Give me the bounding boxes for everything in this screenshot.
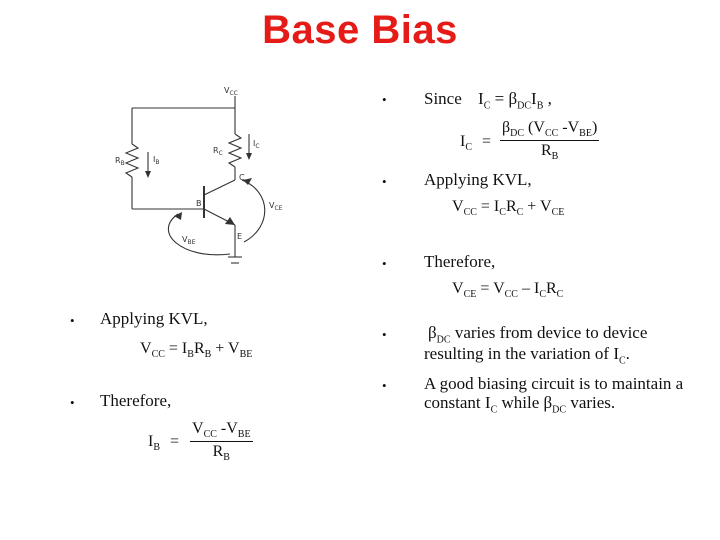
right-kvl-equation: $V_{CC} = I_CR_C + V_{CE}$	[452, 198, 565, 219]
right-kvl-text: Applying KVL,	[424, 170, 532, 189]
rc-label: R	[213, 146, 219, 155]
rb-label: R	[115, 156, 121, 165]
bullet: •	[382, 92, 387, 107]
beta-variation-text: $\beta_{DC}$ varies from device to device resulting in the variation of $I_C$.	[424, 323, 648, 367]
slide-title: Base Bias	[262, 8, 458, 52]
vbe-arc	[168, 214, 230, 255]
ib-fraction: $V_{CC}$ $-V_{BE}$ $R_B$	[192, 420, 251, 464]
base-label: B	[196, 199, 202, 208]
bullet: •	[382, 174, 387, 189]
right-since-line: Since $I_C = \beta_{DC}I_B$ ,	[424, 89, 552, 112]
bullet: •	[70, 313, 75, 328]
bullet: •	[382, 327, 387, 342]
vbe-label: V	[182, 235, 188, 244]
ic-label: I	[253, 139, 256, 148]
bullet: •	[70, 395, 75, 410]
bullet: •	[382, 256, 387, 271]
ib-lhs: $I_B$ =	[148, 433, 180, 454]
base-bias-circuit-diagram	[112, 82, 302, 294]
collector-label: C	[239, 173, 245, 182]
svg-text:IB: $I_B$	[153, 155, 160, 166]
svg-text:VBE: $V_{BE}$	[182, 235, 196, 246]
ib-label: I	[153, 155, 156, 164]
vce-arc	[242, 180, 265, 242]
rc-resistor	[229, 134, 241, 167]
svg-text:RC: $R_C$	[213, 146, 223, 157]
vce-equation: $V_{CE} = V_{CC} - I_CR_C$	[452, 280, 564, 301]
bullet: •	[382, 378, 387, 393]
right-therefore-text: Therefore,	[424, 252, 496, 271]
vcc-label: V	[224, 86, 230, 95]
ic-fraction: $\beta_{DC}$ ($V_{CC}$ $-V_{BE}$) $R_B$	[502, 119, 598, 163]
vce-label: V	[269, 201, 275, 210]
left-therefore-text: Therefore,	[100, 391, 172, 410]
svg-text:VCE: $V_{CE}$	[269, 201, 283, 212]
svg-text:IC: $I_C$	[253, 139, 260, 150]
svg-text:RB: $R_B$	[115, 156, 125, 167]
left-kvl-text: Applying KVL,	[100, 309, 208, 328]
good-biasing-text: A good biasing circuit is to maintain a constant $I_C$ while $\beta_{DC}$ varies.	[424, 374, 684, 416]
emitter-label: E	[237, 232, 243, 241]
left-kvl-equation: $V_{CC} = I_BR_B + V_{BE}$	[140, 340, 253, 361]
svg-text:VCC: $V_{CC}$	[224, 86, 238, 97]
rb-resistor	[126, 144, 138, 177]
ic-lhs: $I_C$ =	[460, 133, 492, 154]
